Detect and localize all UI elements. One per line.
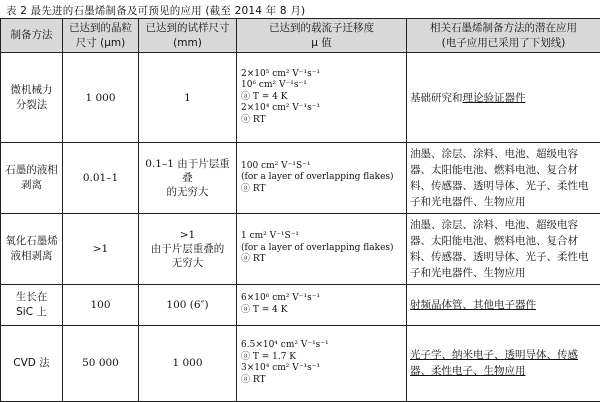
cell-method: 微机械力 分裂法 [1,53,63,143]
cell-mobility: 100 cm² V⁻¹S⁻¹ (for a layer of overlapping flakes) ⓐ RT [237,143,407,214]
table-row [1,284,600,325]
header-applications: 相关石墨烯制备方法的潜在应用 (电子应用已采用了下划线) [407,19,600,53]
cell-sample-size: 1 000 [139,325,237,401]
header-method: 制备方法 [1,19,63,53]
cell-method: CVD 法 [1,325,63,401]
table-row [1,53,600,143]
cell-grain-size: 50 000 [63,325,139,401]
cell-mobility: 6.5×10⁴ cm² V⁻¹s⁻¹ ⓐ T = 1.7 K 3×10⁴ cm² V⁻¹s⁻¹ ⓐ RT [237,325,407,401]
cell-mobility: 6×10⁶ cm² V⁻¹s⁻¹ ⓐ T = 4 K [237,284,407,325]
cell-mobility: 2×10⁵ cm² V⁻¹s⁻¹ 10⁶ cm² V⁻¹s⁻¹ ⓐ T = 4 K 2×10⁴ cm² V⁻¹s⁻¹ ⓐ RT [237,53,407,143]
cell-sample-size: 1 [139,53,237,143]
cell-mobility: 1 cm² V⁻¹S⁻¹ (for a layer of overlapping flakes) ⓐ RT [237,213,407,284]
table-header-row [1,19,600,53]
graphene-table [0,18,600,402]
header-grain-size: 已达到的晶粒 尺寸 (μm) [63,19,139,53]
table-row [1,213,600,284]
cell-applications: 油墨、涂层、涂料、电池、超级电容器、太阳能电池、燃料电池、复合材料、传感器、透明导体、光子、柔性电子和光电器件、生物应用 [407,213,600,284]
cell-grain-size: 1 000 [63,53,139,143]
cell-method: 氧化石墨烯 液相剥离 [1,213,63,284]
cell-sample-size: >1 由于片层重叠的 无穷大 [139,213,237,284]
cell-grain-size: 100 [63,284,139,325]
cell-method: 生长在 SiC 上 [1,284,63,325]
header-mobility: 已达到的载流子迁移度 μ 值 [237,19,407,53]
cell-applications: 油墨、涂层、涂料、电池、超级电容器、太阳能电池、燃料电池、复合材料、传感器、透明导体、光子、柔性电子和光电器件、生物应用 [407,143,600,214]
table-caption: 表 2 最先进的石墨烯制备及可预见的应用 (截至 2014 年 8 月) [6,5,306,17]
cell-sample-size: 100 (6″) [139,284,237,325]
cell-method: 石墨的液相 剥离 [1,143,63,214]
header-sample-size: 已达到的试样尺寸 (mm) [139,19,237,53]
cell-grain-size: 0.01–1 [63,143,139,214]
cell-applications: 射频晶体管、其他电子器件 [407,284,600,325]
cell-grain-size: >1 [63,213,139,284]
table-row [1,143,600,214]
cell-sample-size: 0.1–1 由于片层重叠 的无穷大 [139,143,237,214]
cell-applications: 光子学、纳米电子、透明导体、传感器、柔性电子、生物应用 [407,325,600,401]
cell-applications: 基础研究和理论验证器件 [407,53,600,143]
table-row [1,325,600,401]
